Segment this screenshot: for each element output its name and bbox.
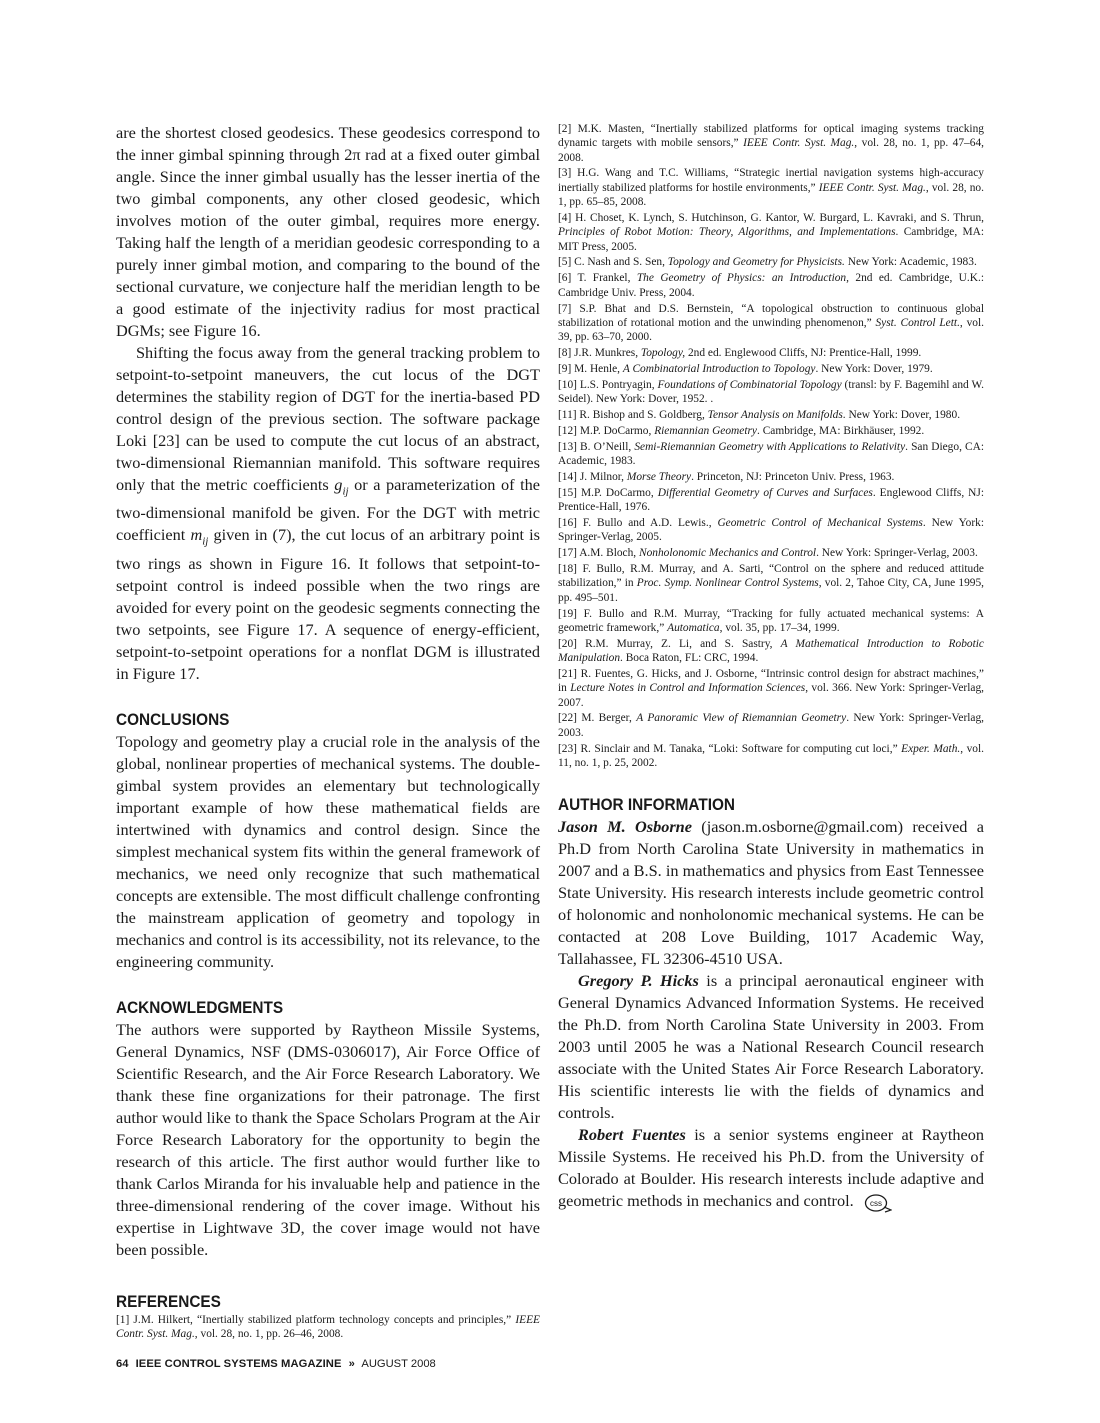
references-list-left <box>116 1313 540 1342</box>
metric-symbol-m: m <box>190 525 203 545</box>
acknowledgments-heading: ACKNOWLEDGMENTS <box>116 998 284 1017</box>
reference-title: IEEE Contr. Syst. Mag. <box>743 137 855 150</box>
magazine-name: IEEE CONTROL SYSTEMS MAGAZINE <box>135 1358 342 1370</box>
acknowledgments-paragraph: The authors were supported by Raytheon Missile Systems, General Dynamics, NSF (DMS-0306017), Air Force Office of Scientific Research, and the Air Force Research Laboratory. We thank these fine organizations for their patronage. The first author would like to thank the Space Scholars Program at the Air Force Research Laboratory for the opportunity to begin the research of this article. The first author would further like to thank Carlos Miranda for his invaluable help and patience in the three-dimensional rendering of the cover image. Without his expertise in Lightwave 3D, the cover image would not have been possible. <box>116 1019 540 1259</box>
page-footer <box>116 1358 436 1370</box>
reference-item: [8] J.R. Munkres, Topology, 2nd ed. Englewood Cliffs, NJ: Prentice-Hall, 1999. <box>558 347 922 360</box>
reference-title: IEEE Contr. Syst. Mag. <box>116 1313 540 1340</box>
reference-item: [6] T. Frankel, The Geometry of Physics: an Introduction, 2nd ed. Cambridge, U.K.: Cambridge Univ. Press, 2004. <box>558 272 984 299</box>
reference-item: [7] S.P. Bhat and D.S. Bernstein, “A topological obstruction to continuous global stabilization of rotational motion and the unwinding phenomenon,” Syst. Control Lett., vol. 39, pp. 63–70, 2000. <box>558 302 984 344</box>
left-column <box>116 122 540 1343</box>
reference-item: [23] R. Sinclair and M. Tanaka, “Loki: Software for computing cut loci,” Exper. Math., vol. 11, no. 1, p. 25, 2002. <box>558 742 984 769</box>
reference-item: [16] F. Bullo and A.D. Lewis., Geometric Control of Mechanical Systems. New York: Springer-Verlag, 2005. <box>558 517 985 544</box>
author-bio-osborne: Jason M. Osborne (jason.m.osborne@gmail.com) received a Ph.D from North Carolina State University in mathematics in 2007 and a B.S. in mathematics and physics from East Tennessee State University. His research interests include geometric control of holonomic and nonholonomic mechanical systems. He can be contacted at 208 Love Building, 1017 Academic Way, Tallahassee, FL 32306-4510 USA. <box>558 817 984 969</box>
reference-item: [17] A.M. Bloch, Nonholonomic Mechanics and Control. New York: Springer-Verlag, 2003. <box>558 547 978 560</box>
reference-title: Principles of Robot Motion: Theory, Algorithms, and Implementations <box>558 226 896 239</box>
reference-item: [15] M.P. DoCarmo, Differential Geometry of Curves and Surfaces. Englewood Cliffs, NJ: Prentice-Hall, 1976. <box>558 486 985 514</box>
reference-title: Automatica <box>667 621 720 634</box>
reference-item: [3] H.G. Wang and T.C. Williams, “Strategic inertial navigation systems high-accuracy inertially stabilized platforms for hostile environments,” IEEE Contr. Syst. Mag., vol. 28, no. 1, pp. 65–85, 2008. <box>558 167 984 209</box>
author-information-heading: AUTHOR INFORMATION <box>558 796 736 815</box>
reference-item: [1] J.M. Hilkert, “Inertially stabilized platform technology concepts and principles,” IEEE Contr. Syst. Mag., vol. 28, no. 1, pp. 26–46, 2008. <box>116 1313 540 1340</box>
reference-title: A Panoramic View of Riemannian Geometry <box>636 712 847 725</box>
page-number: 64 <box>116 1358 129 1370</box>
references-heading: REFERENCES <box>116 1292 221 1311</box>
reference-title: Geometric Control of Mechanical Systems <box>717 517 923 530</box>
css-logo-text: css <box>869 1198 882 1208</box>
reference-item: [11] R. Bishop and S. Goldberg, Tensor Analysis on Manifolds. New York: Dover, 1980. <box>558 408 961 421</box>
reference-item: [18] F. Bullo, R.M. Murray, and A. Sarti, “Control on the sphere and reduced attitude stabilization,” in Proc. Symp. Nonlinear Control Systems, vol. 2, Tahoe City, CA, June 1995, pp. 495–501. <box>558 563 984 604</box>
reference-item: [2] M.K. Masten, “Inertially stabilized platforms for optical imaging systems tracking dynamic targets with mobile sensors,” IEEE Contr. Syst. Mag., vol. 28, no. 1, pp. 47–64, 2008. <box>558 123 984 164</box>
references-list-right <box>558 122 984 770</box>
right-column <box>558 122 984 1213</box>
reference-title: Morse Theory <box>626 470 692 483</box>
reference-title: Riemannian Geometry <box>654 424 757 437</box>
conclusions-paragraph: Topology and geometry play a crucial role in the analysis of the global, nonlinear properties of mechanical systems. The double-gimbal system provides an elementary but technologically important example of how these mathematical fields are intertwined with dynamics and control design. Since the simplest mechanical system fits within the general framework of mechanics, we need only recognize that such mathematical concepts are extensible. The most difficult challenge confronting the mainstream application of geometry and topology in mechanics and control is its accessibility, not its relevance, to the engineering community. <box>116 731 540 971</box>
reference-item: [9] M. Henle, A Combinatorial Introduction to Topology. New York: Dover, 1979. <box>558 362 933 375</box>
conclusions-heading: CONCLUSIONS <box>116 710 230 729</box>
reference-title: Topology, <box>640 347 686 360</box>
metric-symbol-g: g <box>334 475 343 494</box>
author-bio-hicks: Gregory P. Hicks is a principal aeronautical engineer with General Dynamics Advanced Information Systems. He received the Ph.D. from North Carolina State University in 2003. From 2003 until 2005 he was a National Research Council research associate with the United States Air Force Research Laboratory. His scientific interests lie with the fields of dynamics and controls. <box>558 971 984 1123</box>
reference-item: [14] J. Milnor, Morse Theory. Princeton, NJ: Princeton Univ. Press, 1963. <box>558 470 895 483</box>
reference-item: [21] R. Fuentes, G. Hicks, and J. Osborne, “Intrinsic control design for abstract machines,” in Lecture Notes in Control and Information Sciences, vol. 366. New York: Springer-Verlag, 2007. <box>558 667 984 709</box>
reference-item: [19] F. Bullo and R.M. Murray, “Tracking for fully actuated mechanical systems: A geometric framework,” Automatica, vol. 35, pp. 17–34, 1999. <box>558 607 984 634</box>
reference-item: [5] C. Nash and S. Sen, Topology and Geometry for Physicists. New York: Academic, 1983. <box>558 256 977 269</box>
reference-title: The Geometry of Physics: an Introduction, <box>636 272 849 285</box>
author-name: Jason M. Osborne <box>558 817 692 837</box>
author-name: Gregory P. Hicks <box>578 971 699 991</box>
issue-date: AUGUST 2008 <box>361 1358 436 1370</box>
footer-separator: » <box>348 1358 355 1370</box>
reference-item: [12] M.P. DoCarmo, Riemannian Geometry. Cambridge, MA: Birkhäuser, 1992. <box>558 424 925 437</box>
reference-title: Syst. Control Lett. <box>875 316 960 329</box>
body-paragraph-geodesics: are the shortest closed geodesics. These geodesics correspond to the inner gimbal spinning through 2π rad at a fixed outer gimbal angle. Since the inner gimbal usually has the lesser inertia of the two gimbal components, any other closed geodesic, which involves motion of the outer gimbal, requires more energy. Taking half the length of a meridian geodesic corresponding to a purely inner gimbal motion, and comparing to the bound of the sectional curvature, we conjecture half the meridian length to be a good estimate of the injectivity radius for most practical DGMs; see Figure 16. <box>116 123 540 340</box>
reference-title: Lecture Notes in Control and Information Sciences <box>570 682 806 695</box>
reference-title: Topology and Geometry for Physicists. <box>667 256 845 269</box>
css-end-mark-icon <box>864 1193 892 1213</box>
reference-title: Nonholonomic Mechanics and Control <box>639 547 817 560</box>
reference-title: Semi-Riemannian Geometry with Applications to Relativity <box>634 440 906 453</box>
reference-item: [20] R.M. Murray, Z. Li, and S. Sastry, A Mathematical Introduction to Robotic Manipulation. Boca Raton, FL: CRC, 1994. <box>558 637 984 665</box>
reference-title: Tensor Analysis on Manifolds <box>707 408 843 421</box>
reference-item: [13] B. O’Neill, Semi-Riemannian Geometry with Applications to Relativity. San Diego, CA: Academic, 1983. <box>558 440 984 468</box>
author-bio-fuentes: Robert Fuentes is a senior systems engineer at Raytheon Missile Systems. He received his Ph.D. from the University of Colorado at Boulder. His research interests include adaptive and geometric methods in mechanics and control. css <box>558 1124 984 1212</box>
reference-title: Foundations of Combinatorial Topology <box>657 378 842 391</box>
reference-item: [10] L.S. Pontryagin, Foundations of Combinatorial Topology (transl: by F. Bagemihl and W. Seidel). New York: Dover, 1952. . <box>558 378 984 406</box>
body-paragraph-cut-locus: Shifting the focus away from the general tracking problem to setpoint-to-setpoint maneuvers, the cut locus of the DGT determines the stability region of DGT for the inertia-based PD control design of the previous section. The software package Loki [23] can be used to compute the cut locus of an abstract, two-dimensional Riemannian manifold. This software requires only that the metric coefficients $g_{ij}$ or a parameterization of the two-dimensional manifold be given. For the DGT with metric coefficient $m_{ij}$ given in (7), the cut locus of an arbitrary point is two rings as shown in Figure 16. It follows that setpoint-to-setpoint control is indeed possible when the two rings are avoided for every point on the geodesic segments connecting the two setpoints, see Figure 17. A sequence of energy-efficient, setpoint-to-setpoint operations for a nonflat DGM is illustrated in Figure 17. <box>116 343 540 683</box>
reference-title: IEEE Contr. Syst. Mag. <box>818 181 926 194</box>
reference-title: Differential Geometry of Curves and Surfaces <box>657 486 873 499</box>
reference-title: A Combinatorial Introduction to Topology <box>622 362 816 375</box>
reference-title: Proc. Symp. Nonlinear Control Systems <box>636 577 819 590</box>
reference-title: Exper. Math. <box>901 742 961 755</box>
reference-item: [4] H. Choset, K. Lynch, S. Hutchinson, G. Kantor, W. Burgard, L. Kavraki, and S. Thrun, Principles of Robot Motion: Theory, Algorithms, and Implementations. Cambridge, MA: MIT Press, 2005. <box>558 211 984 253</box>
reference-item: [22] M. Berger, A Panoramic View of Riemannian Geometry. New York: Springer-Verlag, 2003. <box>558 712 985 739</box>
author-name: Robert Fuentes <box>578 1125 686 1145</box>
reference-title: A Mathematical Introduction to Robotic Manipulation <box>558 637 984 665</box>
